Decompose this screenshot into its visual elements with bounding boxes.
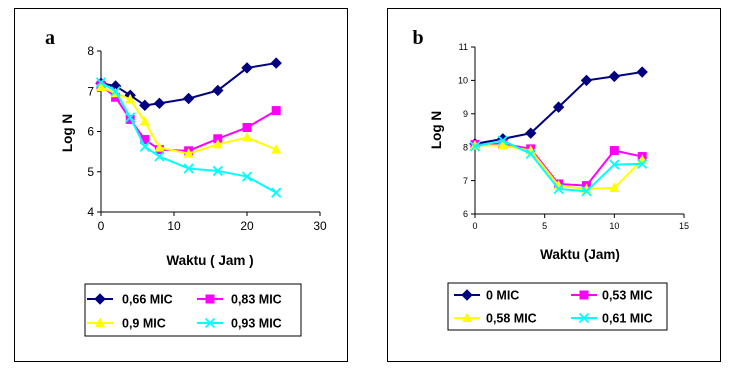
- panel-b-letter: b: [412, 27, 424, 49]
- panel-a-y-tick-label: 4: [87, 205, 94, 220]
- panel-a-data-point: [154, 98, 164, 108]
- panel-a-data-point: [184, 93, 194, 103]
- panel-a-legend-label: 0,9 MIC: [122, 316, 166, 331]
- panel-b-x-tick-label: 0: [472, 221, 478, 231]
- panel-a-data-point: [272, 106, 281, 115]
- panel-a-y-axis-title: Log N: [60, 113, 75, 153]
- panel-b-group: [412, 27, 689, 330]
- panel-a-y-tick-label: 5: [87, 164, 94, 179]
- panel-a-group: [45, 27, 327, 336]
- panel-b-y-tick-label: 7: [462, 175, 468, 186]
- panel-a-legend: [85, 284, 301, 336]
- panel-b-data-point: [637, 67, 647, 77]
- panel-a-y-tick-label: 8: [87, 44, 94, 59]
- panel-a-x-tick-label: 10: [167, 219, 181, 233]
- panel-a-data-point: [242, 132, 252, 142]
- panel-b-legend-marker: [580, 291, 589, 300]
- panel-b-x-tick-label: 15: [678, 221, 690, 231]
- panel-b-legend: [448, 283, 667, 330]
- panel-a-series-0: [96, 58, 281, 110]
- panel-a-y-tick-label: 7: [87, 84, 94, 99]
- panel-b-y-tick-label: 11: [458, 42, 468, 53]
- panel-a-legend-label: 0,83 MIC: [231, 292, 282, 307]
- panel-a-y-tick-label: 6: [87, 124, 94, 139]
- panel-b-y-tick-label: 9: [462, 108, 468, 119]
- panel-a-data-point: [272, 188, 281, 197]
- panel-a-legend-label: 0,93 MIC: [231, 316, 282, 331]
- panel-b-x-axis-title: Waktu (Jam): [540, 247, 620, 262]
- panel-b-legend-label: 0,58 MIC: [486, 311, 537, 326]
- panel-b-y-tick-label: 10: [457, 75, 468, 86]
- panel-a-legend-marker: [206, 295, 215, 304]
- panel-b-legend-label: 0,61 MIC: [602, 311, 653, 326]
- panel-b-y-axis-title: Log N: [429, 110, 444, 150]
- panel-b-legend-label: 0 MIC: [486, 288, 520, 303]
- panel-a-x-tick-label: 0: [97, 219, 105, 233]
- panel-a-letter: a: [45, 27, 55, 49]
- panel-b-y-tick-label: 8: [462, 142, 468, 153]
- panel-b-legend-label: 0,53 MIC: [602, 288, 653, 303]
- panel-a-x-tick-label: 20: [240, 219, 254, 233]
- panel-a-x-tick-label: 30: [313, 219, 327, 233]
- panel-b-data-point: [610, 146, 619, 155]
- panel-b-series-2: [470, 140, 647, 193]
- panel-b-data-point: [609, 71, 619, 81]
- panel-a-data-point: [243, 123, 252, 132]
- panel-a-data-point: [271, 58, 281, 68]
- panel-a-legend-label: 0,66 MIC: [122, 292, 173, 307]
- panel-b-x-tick-label: 5: [542, 221, 548, 231]
- panel-b-x-tick-label: 10: [609, 221, 620, 231]
- panel-b-y-tick-label: 6: [462, 209, 468, 220]
- panel-a-x-axis-title: Waktu ( Jam ): [166, 253, 254, 268]
- panel-b-series-0: [470, 67, 647, 149]
